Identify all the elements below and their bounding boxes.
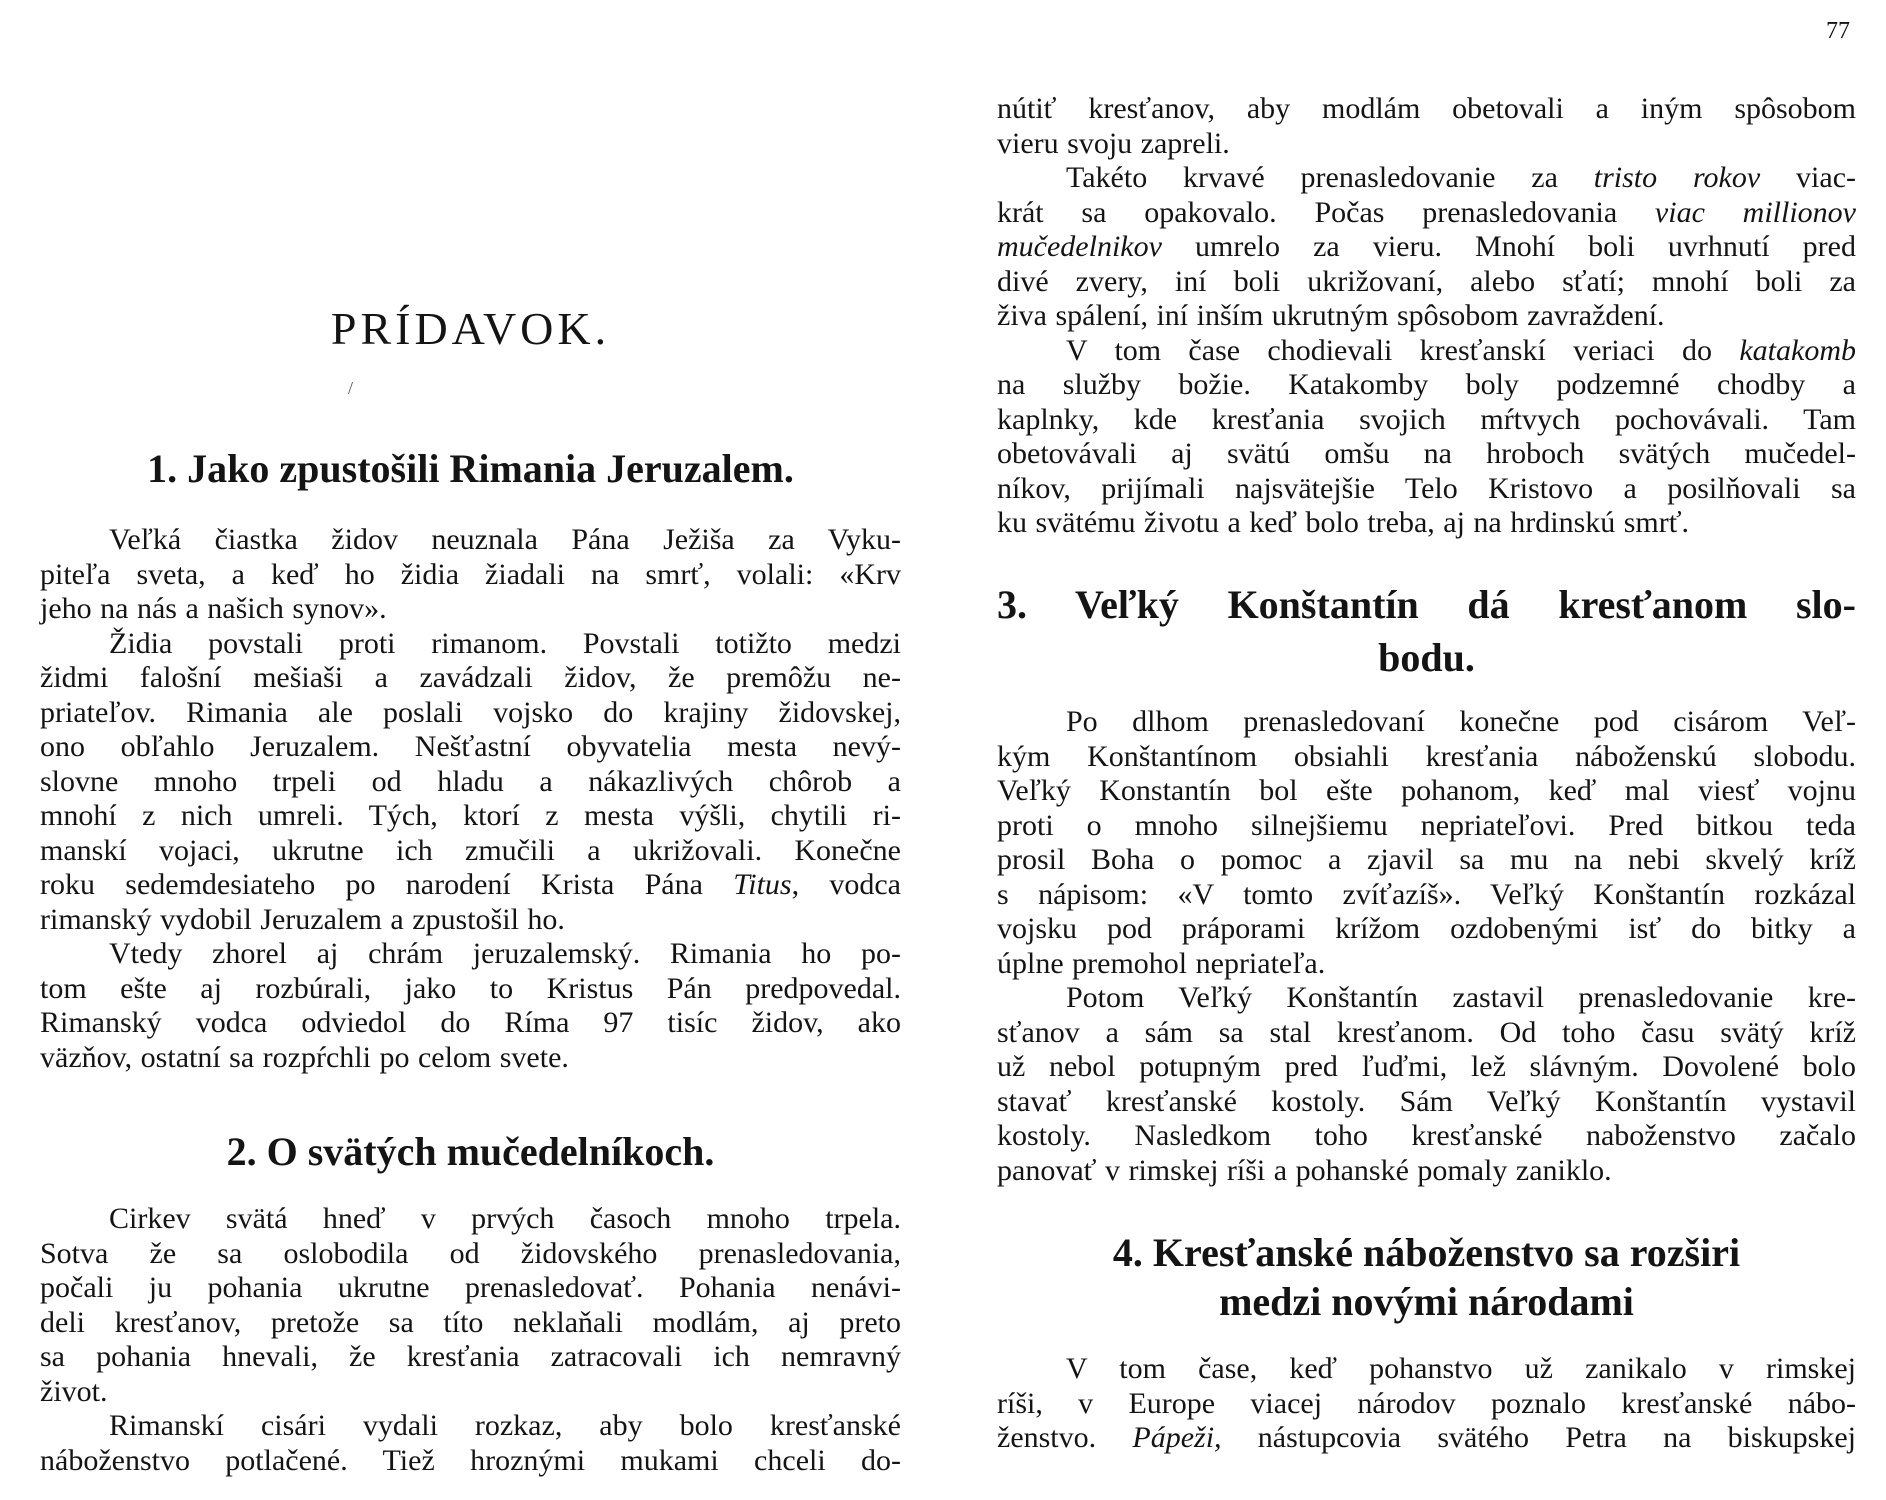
text-line: židmi falošní mešiaši a zavádzali židov, že premôžu ne-	[40, 661, 901, 694]
text-line: Židia povstali proti rimanom. Povstali totižto medzi	[109, 626, 901, 660]
text-line: Cirkev svätá hneď v prvých časoch mnoho trpela.	[109, 1202, 901, 1235]
text-line: Vtedy zhorel aj chrám jeruzalemský. Rimania ho po-	[109, 937, 901, 970]
text-line: prosil Boha o pomoc a zjavil sa mu na nebi skvelý kríž	[997, 843, 1856, 876]
text-run: nástupcovia svätého Petra na biskupskej	[1221, 1421, 1856, 1454]
text-line	[997, 196, 1856, 230]
text-run: roku sedemdesiateho po narodení Krista Pána	[40, 868, 734, 901]
text-line: Po dlhom prenasledovaní konečne pod cisárom Veľ-	[1066, 705, 1856, 738]
text-line: Veľký Konstantín bol ešte pohanom, keď mal viesť vojnu	[997, 774, 1856, 807]
section-heading: bodu.	[1378, 635, 1475, 680]
text-line: s nápisom: «V tomto zvíťazíš». Veľký Konštantín rozkázal	[997, 877, 1856, 911]
text-run: ženstvo.	[997, 1421, 1133, 1454]
page-number: 77	[1826, 18, 1850, 44]
text-line: rimanský vydobil Jeruzalem a zpustošil ho.	[40, 902, 565, 936]
text-line: kostoly. Nasledkom toho kresťanské naboženstvo začalo	[997, 1119, 1856, 1152]
italic-emphasis: viac millionov	[1654, 195, 1856, 229]
text-line: na služby božie. Katakomby boly podzemné chodby a	[997, 368, 1856, 401]
text-line: tom ešte aj rozbúrali, jako to Kristus Pán predpovedal.	[40, 971, 901, 1005]
italic-emphasis: mučedelnikov	[997, 230, 1162, 263]
text-line: níkov, prijímali najsvätejšie Telo Kristovo a posilňovali sa	[997, 471, 1856, 505]
section-heading: 4. Kresťanské náboženstvo sa rozširi	[1112, 1230, 1741, 1275]
text-run: viac-	[1760, 161, 1856, 194]
text-line: kaplnky, kde kresťania svojich mŕtvych pochovávali. Tam	[997, 402, 1856, 436]
text-line: náboženstvo potlačené. Tiež hroznými mukami chceli do-	[40, 1443, 901, 1477]
section-heading: medzi novými národami	[1219, 1279, 1634, 1324]
text-line: ríši, v Europe viacej národov poznalo kresťanské nábo-	[997, 1386, 1856, 1420]
text-line: manskí vojaci, ukrutne ich zmučili a ukrižovali. Konečne	[40, 833, 901, 867]
text-line: nútiť kresťanov, aby modlám obetovali a iným spôsobom	[997, 92, 1856, 125]
text-line: väzňov, ostatní sa rozpŕchli po celom svete.	[40, 1040, 569, 1074]
text-line: proti o mnoho silnejšiemu nepriateľovi. Pred bitkou teda	[997, 808, 1856, 842]
text-line: Veľká čiastka židov neuznala Pána Ježiša za Vyku-	[109, 523, 901, 556]
italic-emphasis: katakomb	[1739, 333, 1856, 367]
text-line: Rimanskí cisári vydali rozkaz, aby bolo kresťanské	[109, 1409, 901, 1442]
text-line: priateľov. Rimania ale poslali vojsko do krajiny židovskej,	[40, 695, 901, 729]
text-line: vojsku pod práporami krížom ozdobenými isť do bitky a	[997, 912, 1856, 945]
text-line: panovať v rimskej ríši a pohanské pomaly zaniklo.	[997, 1153, 1612, 1187]
text-line	[1066, 161, 1856, 195]
text-line: mnohí z nich umreli. Tých, ktorí z mesta výšli, chytili ri-	[40, 799, 901, 832]
scan-mark: /	[348, 378, 354, 398]
section-heading: 2. O svätých mučedelníkoch.	[226, 1129, 715, 1174]
text-line: úplne premohol nepriateľa.	[997, 946, 1326, 980]
text-line	[40, 868, 901, 902]
text-line: piteľa sveta, a keď ho židia žiadali na smrť, volali: «Krv	[40, 557, 901, 591]
italic-emphasis: tristo rokov	[1593, 161, 1761, 194]
text-run: umrelo za vieru. Mnohí boli uvrhnutí pred	[1161, 230, 1856, 263]
text-line: sa pohania hnevali, že kresťania zatracovali ich nemravný	[40, 1340, 901, 1373]
text-line: počali ju pohania ukrutne prenasledovať. Pohania nenávi-	[40, 1271, 901, 1304]
text-line	[997, 1421, 1856, 1455]
right-page	[943, 0, 1886, 1500]
text-line	[997, 230, 1856, 264]
text-line: stavať kresťanské kostoly. Sám Veľký Konštantín vystavil	[997, 1084, 1856, 1118]
appendix-title: PRÍDAVOK.	[330, 303, 611, 354]
text-line: jeho na nás a našich synov».	[40, 592, 387, 625]
italic-emphasis: Titus	[733, 868, 792, 901]
text-run: krát sa opakovalo. Počas prenasledovania	[997, 195, 1655, 229]
text-run: V tom čase chodievali kresťanskí veriaci do	[1066, 333, 1740, 367]
text-line: slovne mnoho trpeli od hladu a nákazlivých chôrob a	[40, 764, 901, 798]
text-line: V tom čase, keď pohanstvo už zanikalo v rimskej	[1066, 1352, 1856, 1385]
text-run: Takéto krvavé prenasledovanie za	[1066, 161, 1594, 194]
text-line: vieru svoju zapreli.	[997, 126, 1230, 160]
text-line: ono obľahlo Jeruzalem. Nešťastní obyvatelia mesta nevý-	[40, 730, 901, 763]
italic-emphasis: Pápeži,	[1132, 1421, 1222, 1454]
section-heading: 3. Veľký Konštantín dá kresťanom slo-	[997, 582, 1856, 627]
text-run: , vodca	[791, 868, 901, 901]
text-line: živa spálení, iní inším ukrutným spôsobom zavraždení.	[997, 299, 1665, 332]
text-line: už nebol potupným pred ľuďmi, lež slávným. Dovolené bolo	[997, 1050, 1856, 1083]
text-line: ku svätému životu a keď bolo treba, aj na hrdinskú smrť.	[997, 506, 1690, 539]
section-heading: 1. Jako zpustošili Rimania Jeruzalem.	[147, 446, 794, 491]
text-line: život.	[40, 1374, 108, 1408]
text-line: Sotva že sa oslobodila od židovského prenasledovania,	[40, 1236, 901, 1270]
text-line: kým Konštantínom obsiahli kresťania náboženskú slobodu.	[997, 739, 1856, 773]
text-line: Rimanský vodca odviedol do Ríma 97 tisíc židov, ako	[40, 1006, 901, 1039]
text-line: deli kresťanov, pretože sa títo neklaňali modlám, aj preto	[40, 1305, 901, 1339]
text-line: obetovávali aj svätú omšu na hroboch svätých mučedel-	[997, 437, 1856, 470]
text-line: divé zvery, iní boli ukrižovaní, alebo sťatí; mnohí boli za	[997, 264, 1856, 298]
text-line: Potom Veľký Konštantín zastavil prenasledovanie kre-	[1066, 981, 1856, 1014]
text-line	[1066, 334, 1856, 368]
text-line: sťanov a sám sa stal kresťanom. Od toho času svätý kríž	[997, 1015, 1856, 1049]
